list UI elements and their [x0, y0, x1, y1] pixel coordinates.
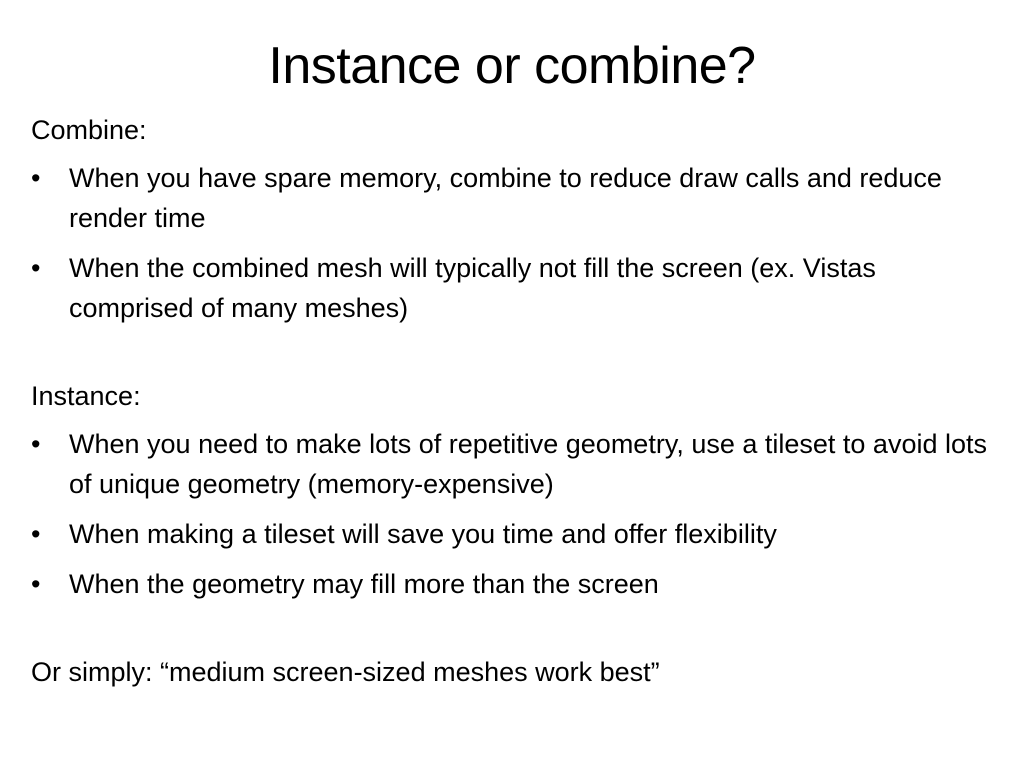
instance-bullet-1-text: When you need to make lots of repetitive geometry, use a tileset to avoid lots of unique geometry (memory-expensive) [69, 429, 987, 499]
instance-bullet-2-text: When making a tileset will save you time and offer flexibility [69, 519, 777, 549]
bullet-icon: • [31, 519, 41, 549]
instance-bullet-1 [31, 424, 991, 504]
combine-bullet-2 [31, 248, 991, 328]
combine-bullet-1-text: When you have spare memory, combine to reduce draw calls and reduce render time [69, 163, 942, 233]
bullet-icon: • [31, 569, 41, 599]
combine-bullet-2-text: When the combined mesh will typically not fill the screen (ex. Vistas comprised of many meshes) [69, 253, 876, 323]
combine-heading: Combine: [31, 115, 147, 145]
summary-text: Or simply: “medium screen-sized meshes work best” [31, 657, 660, 687]
section-spacer [31, 338, 991, 376]
bullet-icon: • [31, 163, 41, 193]
bullet-icon: • [31, 253, 41, 283]
instance-section [31, 376, 991, 604]
combine-bullet-list [31, 158, 991, 328]
instance-bullet-3-text: When the geometry may fill more than the screen [69, 569, 659, 599]
combine-bullet-1 [31, 158, 991, 238]
instance-bullet-list [31, 424, 991, 604]
instance-bullet-2 [31, 514, 991, 554]
instance-heading: Instance: [31, 381, 141, 411]
instance-bullet-3 [31, 564, 991, 604]
section-spacer [31, 614, 991, 652]
slide-title: Instance or combine? [268, 37, 756, 95]
bullet-icon: • [31, 429, 41, 459]
combine-section [31, 110, 991, 328]
slide-content [31, 110, 991, 692]
